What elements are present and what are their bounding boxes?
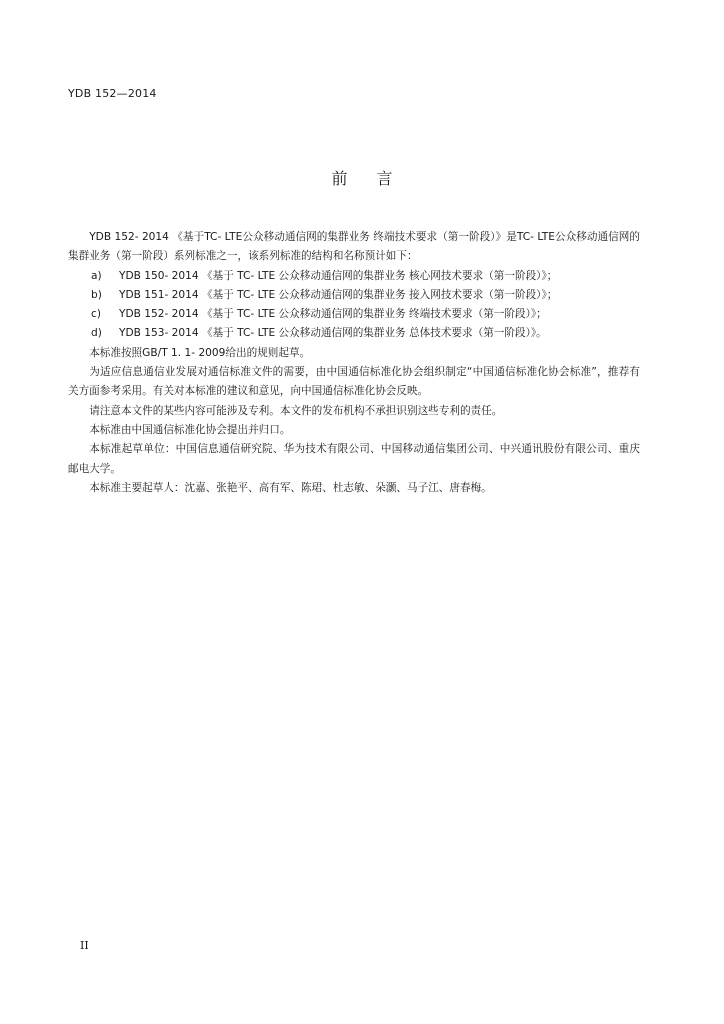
list-item-marker: c) [91, 308, 101, 321]
list-item [68, 286, 640, 305]
list-item-text: YDB 151- 2014 《基于 TC- LTE 公众移动通信网的集群业务 接入网技术要求（第一阶段）》； [119, 288, 558, 301]
list-item-marker: b) [91, 288, 102, 301]
drafting-units-paragraph: 本标准起草单位：中国信息通信研究院、华为技术有限公司、中国移动通信集团公司、中兴通讯股份有限公司、重庆邮电大学。 [68, 443, 640, 475]
list-item [68, 305, 640, 324]
page-number: II [80, 939, 89, 952]
drafters-paragraph: 本标准主要起草人：沈嘉、张艳平、高有军、陈珺、杜志敏、朵灏、马子江、唐春梅。 [89, 481, 492, 494]
list-item-text: YDB 152- 2014 《基于 TC- LTE 公众移动通信网的集群业务 终端技术要求（第一阶段）》； [119, 308, 547, 321]
series-list [68, 267, 640, 344]
document-code: YDB 152—2014 [68, 87, 157, 100]
patent-notice-paragraph: 请注意本文件的某些内容可能涉及专利。本文件的发布机构不承担识别这些专利的责任。 [89, 404, 503, 417]
list-item [68, 324, 640, 343]
drafting-rule-paragraph: 本标准按照GB/T 1. 1- 2009给出的规则起草。 [89, 346, 311, 359]
list-item [68, 267, 640, 286]
proposer-paragraph: 本标准由中国通信标准化协会提出并归口。 [89, 423, 291, 436]
list-item-marker: a) [91, 269, 102, 282]
purpose-paragraph: 为适应信息通信业发展对通信标准文件的需要，由中国通信标准化协会组织制定“中国通信标准化协会标准”，推荐有关方面参考采用。有关对本标准的建议和意见，向中国通信标准化协会反映。 [68, 366, 640, 398]
list-item-text: YDB 153- 2014 《基于 TC- LTE 公众移动通信网的集群业务 总体技术要求（第一阶段）》。 [119, 327, 547, 340]
page-title: 前 言 [331, 169, 405, 188]
list-item-text: YDB 150- 2014 《基于 TC- LTE 公众移动通信网的集群业务 核心网技术要求（第一阶段）》； [119, 269, 558, 282]
intro-paragraph: YDB 152- 2014 《基于TC- LTE公众移动通信网的集群业务 终端技术要求（第一阶段）》是TC- LTE公众移动通信网的集群业务（第一阶段）系列标准之一，该系列标准的结构和名称预计如下： [68, 231, 640, 263]
list-item-marker: d) [91, 327, 102, 340]
preface-body [68, 228, 640, 498]
